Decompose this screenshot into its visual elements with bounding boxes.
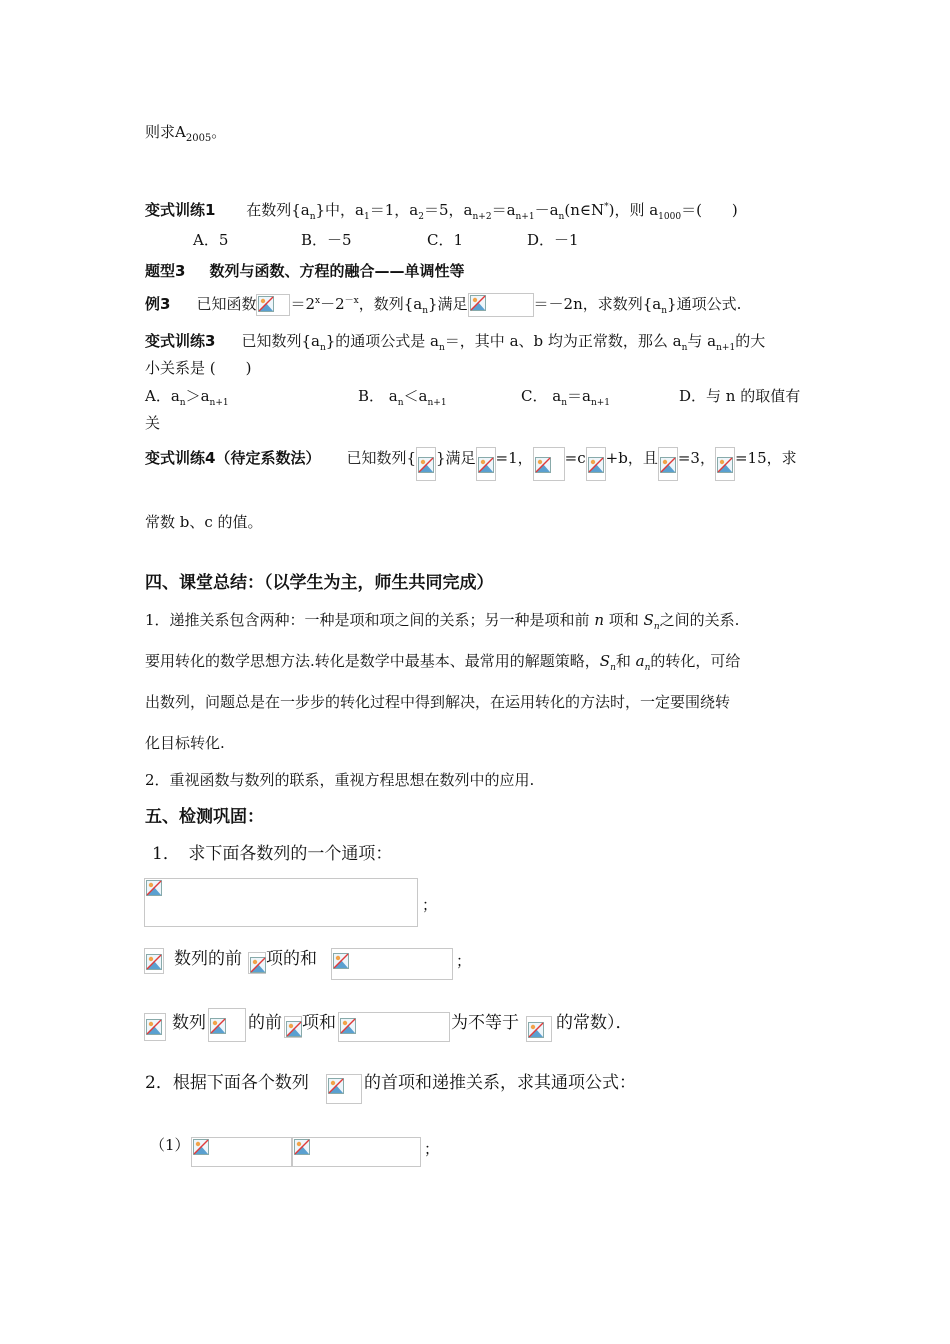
- exercise-4-line2: 常数 b、c 的值。: [145, 513, 263, 531]
- image-placeholder-icon: [418, 457, 434, 473]
- image-placeholder-icon: [146, 954, 162, 970]
- formula-image: [586, 447, 606, 481]
- formula-image: [715, 447, 735, 481]
- exercise-3-option-d: D．与 n 的取值有: [679, 387, 801, 405]
- example-3: 例3 已知函数 $=2^x-2^{-x}$，数列$\{a_n\}$满足 ＝－2n，求数列$\{a_n\}$通项公式.: [145, 295, 742, 316]
- formula-image: [256, 294, 290, 316]
- section-5-title: 五、检测巩固：: [145, 807, 264, 827]
- image-placeholder-icon: [258, 296, 274, 312]
- image-placeholder-icon: [333, 953, 349, 969]
- image-placeholder-icon: [328, 1078, 344, 1094]
- exercise-3-option-b: B． $a_n<a_{n+1}$: [358, 387, 447, 408]
- formula-image: [533, 447, 565, 481]
- formula-image: [526, 1016, 552, 1042]
- formula-image: [292, 1137, 421, 1167]
- image-placeholder-icon: [146, 880, 162, 896]
- image-placeholder-icon: [193, 1139, 209, 1155]
- question-type-3: 题型3 数列与函数、方程的融合——单调性等: [145, 262, 465, 280]
- q1-line3-text-b: 的前: [248, 1013, 282, 1033]
- summary-item-1-line4: 化目标转化.: [145, 734, 225, 752]
- exercise-1-option-c: C．1: [427, 231, 464, 249]
- question-2-text-b: 的首项和递推关系，求其通项公式：: [364, 1073, 636, 1093]
- formula-image: [144, 948, 164, 974]
- image-placeholder-icon: [588, 457, 604, 473]
- exercise-3-option-a: A．$a_n>a_{n+1}$: [145, 387, 229, 408]
- q1-line3-text-a: 数列: [172, 1013, 206, 1033]
- question-2-part-1-label: （1）: [150, 1136, 190, 1154]
- formula-image: [144, 1013, 166, 1041]
- section-4-title: 四、课堂总结：（以学生为主，师生共同完成）: [145, 573, 494, 593]
- summary-item-1-line2: 要用转化的数学思想方法.转化是数学中最基本、最常用的解题策略，$S_n$和 $a_n$的转化，可给: [145, 652, 741, 673]
- formula-image: [284, 1016, 302, 1038]
- question-1: 1． 求下面各数列的一个通项：: [152, 844, 393, 864]
- image-placeholder-icon: [340, 1018, 356, 1034]
- exercise-1-option-d: D．－1: [527, 231, 579, 249]
- summary-item-1-line3: 出数列，问题总是在一步步的转化过程中得到解决，在运用转化的方法时，一定要围绕转: [145, 693, 731, 711]
- exercise-3-line2: 小关系是 ( ): [145, 359, 252, 377]
- formula-image: [208, 1008, 246, 1042]
- summary-item-1-line1: 1．递推关系包含两种：一种是项和项之间的关系；另一种是项和前 n 项和 $S_n$之间的关系.: [145, 611, 740, 632]
- formula-image: [326, 1074, 362, 1104]
- image-placeholder-icon: [717, 457, 733, 473]
- formula-image: [331, 948, 453, 980]
- question-2-text-a: 2．根据下面各个数列: [145, 1073, 309, 1093]
- formula-image: [468, 293, 534, 317]
- top-line: 则求$A_{2005}$。: [145, 123, 227, 144]
- exercise-3: 变式训练3 已知数列$\{a_n\}$的通项公式是 $a_n=$，其中 a、b 均为正常数，那么 $a_n$与 $a_{n+1}$的大: [145, 332, 766, 353]
- image-placeholder-icon: [146, 1019, 162, 1035]
- formula-image: [338, 1012, 450, 1042]
- summary-item-2: 2．重视函数与数列的联系，重视方程思想在数列中的应用.: [145, 771, 535, 789]
- exercise-4: 变式训练4（待定系数法） 已知数列{ }满足 =1， =c +b，且 =3， =15，求: [145, 447, 797, 481]
- q1-end-1: ；: [422, 896, 438, 914]
- image-placeholder-icon: [286, 1021, 302, 1037]
- q2-1-end: ；: [424, 1140, 440, 1158]
- image-placeholder-icon: [210, 1018, 226, 1034]
- exercise-3-option-d-cont: 关: [145, 414, 161, 432]
- exercise-3-option-c: C． $a_n=a_{n+1}$: [521, 387, 611, 408]
- formula-image-large: [144, 878, 418, 927]
- exercise-1-option-b: B．－5: [301, 231, 352, 249]
- formula-image: [248, 952, 266, 974]
- image-placeholder-icon: [294, 1139, 310, 1155]
- exercise-1-label: 变式训练1: [145, 201, 216, 219]
- formula-image: [416, 447, 436, 481]
- exercise-1: 变式训练1 在数列$\{a_n\}$中，$a_1=1$，$a_2=5$，$a_{n+2}=a_{n+1}-a_n(n\in N^*)$，则 $a_{1000}=$( ): [145, 201, 738, 222]
- image-placeholder-icon: [478, 457, 494, 473]
- q1-line3-text-e: 的常数）．: [556, 1013, 633, 1033]
- q1-line2-text-a: 数列的前: [174, 949, 242, 969]
- q1-line2-text-b: 项的和: [266, 949, 317, 969]
- image-placeholder-icon: [250, 957, 266, 973]
- exercise-1-option-a: A．5: [193, 231, 229, 249]
- formula-image: [658, 447, 678, 481]
- q1-line3-text-c: 项和: [302, 1013, 336, 1033]
- formula-image: [476, 447, 496, 481]
- q1-end-2: ；: [456, 952, 472, 970]
- image-placeholder-icon: [660, 457, 676, 473]
- image-placeholder-icon: [470, 295, 486, 311]
- image-placeholder-icon: [535, 457, 551, 473]
- formula-image: [191, 1137, 292, 1167]
- image-placeholder-icon: [528, 1022, 544, 1038]
- q1-line3-text-d: 为不等于: [451, 1013, 519, 1033]
